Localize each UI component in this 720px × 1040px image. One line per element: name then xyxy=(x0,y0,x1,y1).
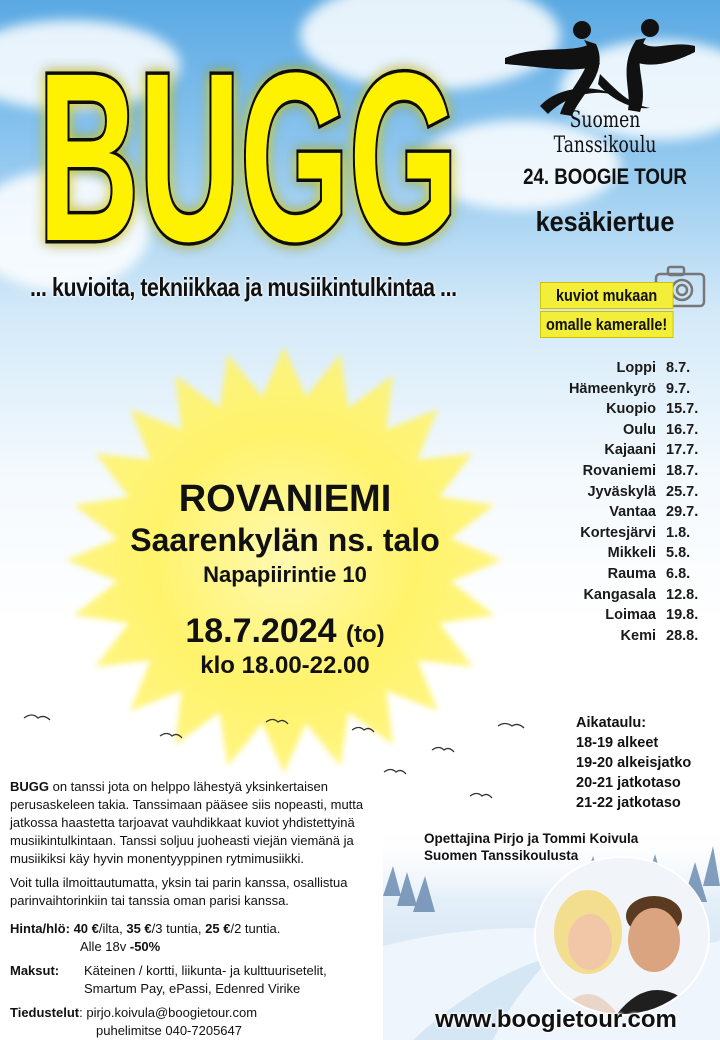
description-text: on tanssi jota on helppo lähestyä yksinkertaisen perusaskeleen takia. Tanssimaan pääsee siis nopeasti, mutta jatkossa haastetta tarjoavat vauhdikkaat kuviot yhdistettyinä musiikintulkintaan. Tanssi soljuu juoheasti viejän viemänä ja musiikiksi käy hyvin monentyyppinen rytmimusiikki. xyxy=(10,779,364,866)
date-city: Rauma xyxy=(607,565,656,582)
contact-label: Tiedustelut xyxy=(10,1005,80,1020)
camera-badge-line1: kuviot mukaan xyxy=(540,282,673,309)
date-row xyxy=(540,502,710,523)
date-city: Loppi xyxy=(616,360,656,376)
price-unit: /ilta, xyxy=(98,921,127,936)
date-city: Kangasala xyxy=(583,586,656,603)
teachers-line2: Suomen Tanssikoulusta xyxy=(424,848,579,863)
date-city: Kajaani xyxy=(604,442,656,459)
payment-line: Käteinen / kortti, liikunta- ja kulttuurisetelit, xyxy=(84,963,327,978)
date-row xyxy=(540,564,710,585)
price-unit: /3 tuntia, xyxy=(151,921,206,936)
date-row xyxy=(540,523,710,544)
date-city: Loimaa xyxy=(605,607,656,624)
date-row xyxy=(540,482,710,503)
price-value: 25 € xyxy=(205,921,231,936)
date-city: Kortesjärvi xyxy=(580,524,656,541)
date-value: 17.7. xyxy=(666,442,699,459)
date-row xyxy=(540,605,710,626)
date-city: Hämeenkyrö xyxy=(568,380,656,397)
info-block xyxy=(10,920,390,1040)
date-city: Oulu xyxy=(622,421,656,438)
schedule-title: Aikataulu: xyxy=(576,715,647,731)
event-time: klo 18.00-22.00 xyxy=(200,652,370,679)
date-value: 28.8. xyxy=(666,627,699,644)
date-city: Vantaa xyxy=(609,504,656,521)
camera-badge xyxy=(540,282,673,340)
event-weekday: (to) xyxy=(346,621,385,648)
description-bold: BUGG xyxy=(10,779,49,794)
date-row xyxy=(540,585,710,606)
date-value: 25.7. xyxy=(666,483,699,500)
payment-methods xyxy=(84,962,327,998)
tagline: ... kuvioita, tekniikkaa ja musiikintulkintaa ... xyxy=(30,272,457,302)
date-value: 16.7. xyxy=(666,421,699,438)
date-row xyxy=(540,626,710,647)
camera-badge-line2: omalle kameralle! xyxy=(540,311,673,338)
date-value: 1.8. xyxy=(666,524,691,541)
date-city: Mikkeli xyxy=(607,545,656,562)
price-value: 35 € xyxy=(126,921,152,936)
schedule-item: 18-19 alkeet xyxy=(576,735,659,751)
contact-email: : pirjo.koivula@boogietour.com xyxy=(79,1005,258,1020)
date-value: 6.8. xyxy=(666,565,691,582)
website-url: www.boogietour.com xyxy=(435,1006,677,1033)
date-row xyxy=(540,440,710,461)
schedule-item: 19-20 alkeisjatko xyxy=(576,755,692,771)
date-value: 18.7. xyxy=(666,462,699,479)
youth-label: Alle 18v xyxy=(80,939,130,954)
schedule-item: 21-22 jatkotaso xyxy=(576,795,681,811)
logo-text: Suomen Tanssikoulu xyxy=(553,108,657,158)
date-value: 19.8. xyxy=(666,607,699,624)
date-value: 15.7. xyxy=(666,401,699,418)
bugg-title-text: BUGG xyxy=(38,23,458,268)
schedule-item: 20-21 jatkotaso xyxy=(576,775,681,791)
contact-row xyxy=(10,1004,390,1040)
event-date-value: 18.7.2024 xyxy=(185,612,337,650)
date-value: 5.8. xyxy=(666,545,691,562)
date-row xyxy=(540,420,710,441)
description-paragraph xyxy=(10,778,405,868)
payment-label: Maksut: xyxy=(10,963,60,978)
date-city: Kemi xyxy=(620,627,656,644)
date-row xyxy=(540,543,710,564)
price-label: Hinta/hlö: xyxy=(10,921,70,936)
payment-line: Smartum Pay, ePassi, Edenred Virike xyxy=(84,981,301,996)
description-paragraph: Voit tulla ilmoittautumatta, yksin tai parin kanssa, osallistua parinvaihtorinkiin tai tanssia oman parisi kanssa. xyxy=(10,875,348,908)
youth-price xyxy=(10,938,390,956)
date-row xyxy=(540,358,710,379)
date-row xyxy=(540,379,710,400)
event-venue: Saarenkylän ns. talo xyxy=(130,522,440,558)
bugg-title xyxy=(28,18,468,268)
date-row xyxy=(540,399,710,420)
contact-phone: puhelimitse 040-7205647 xyxy=(96,1023,242,1038)
date-city: Rovaniemi xyxy=(582,462,656,479)
event-address: Napapiirintie 10 xyxy=(203,562,367,587)
teachers-portrait-illustration xyxy=(536,858,710,1016)
tour-name: 24. BOOGIE TOUR xyxy=(523,164,687,189)
date-value: 29.7. xyxy=(666,504,699,521)
payment-row xyxy=(10,962,390,998)
date-city: Kuopio xyxy=(606,401,656,418)
schedule xyxy=(576,713,691,813)
tour-dates xyxy=(540,358,710,646)
teachers-photo xyxy=(534,856,710,1016)
event-date xyxy=(70,612,500,651)
tour-subtitle: kesäkiertue xyxy=(535,206,675,237)
description xyxy=(10,778,405,916)
event-city: ROVANIEMI xyxy=(178,478,392,520)
price-value: 40 € xyxy=(73,921,99,936)
youth-discount: -50% xyxy=(129,939,161,954)
date-row xyxy=(540,461,710,482)
price-row xyxy=(10,920,390,938)
date-value: 9.7. xyxy=(666,380,691,397)
date-city: Jyväskylä xyxy=(587,483,656,500)
date-value: 12.8. xyxy=(666,586,699,603)
teachers-line1: Opettajina Pirjo ja Tommi Koivula xyxy=(424,831,639,846)
price-unit: /2 tuntia. xyxy=(230,921,281,936)
date-value: 8.7. xyxy=(666,360,691,376)
